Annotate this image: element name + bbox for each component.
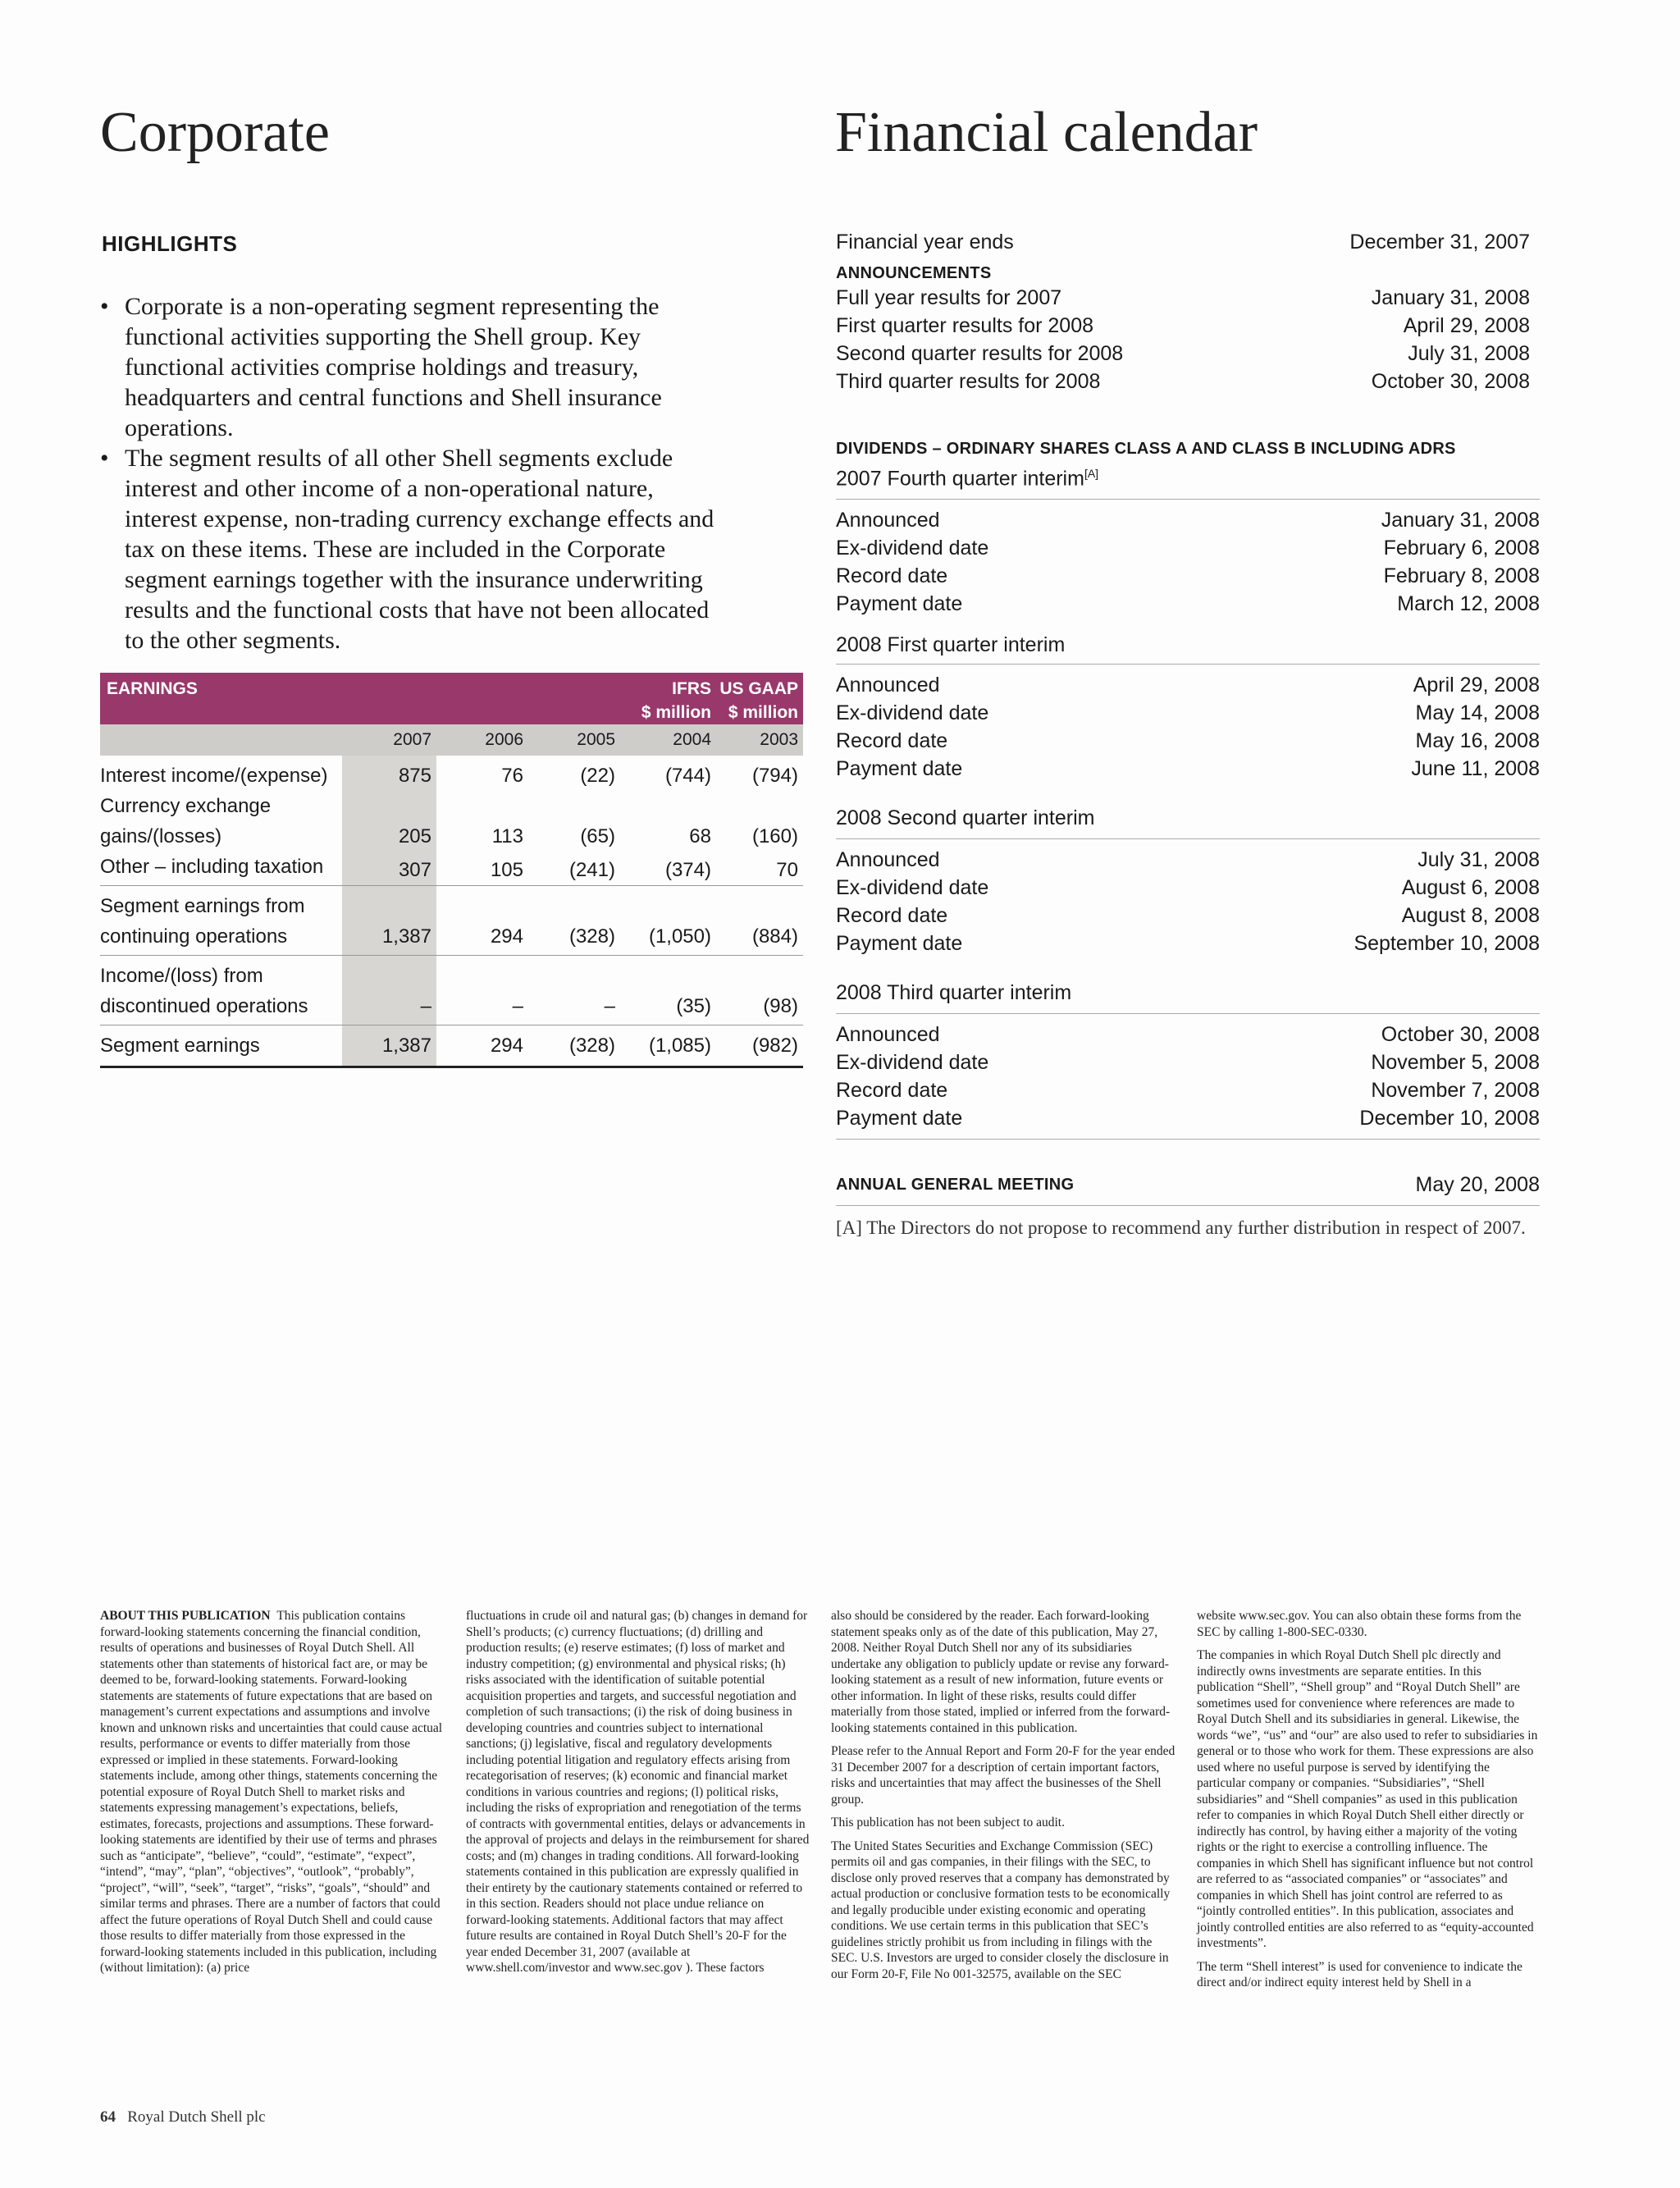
list-item: Record date August 8, 2008: [836, 904, 1540, 928]
list-item: Announced July 31, 2008: [836, 848, 1540, 872]
table-row: Segment earnings from continuing operations 1,387 294 (328) (1,050) (884): [100, 886, 803, 956]
year-header: 2007: [342, 724, 436, 756]
table-row: Other – including taxation 307 105 (241) (374) 70: [100, 852, 803, 886]
publisher-name: Royal Dutch Shell plc: [127, 2108, 266, 2126]
dividend-group-title: 2008 Second quarter interim: [836, 806, 1095, 830]
page-number: 64: [100, 2108, 116, 2126]
list-item: Ex-dividend date May 14, 2008: [836, 701, 1540, 725]
dividends-heading: DIVIDENDS – ORDINARY SHARES CLASS A AND CLASS B INCLUDING ADRS: [836, 440, 1456, 458]
page-title-corporate: Corporate: [100, 101, 330, 164]
dividend-group-title: 2007 Fourth quarter interim[A]: [836, 467, 1099, 491]
list-item: Announced October 30, 2008: [836, 1023, 1540, 1047]
about-heading: ABOUT THIS PUBLICATION: [100, 1609, 271, 1623]
list-item: Announced April 29, 2008: [836, 674, 1540, 697]
highlight-bullet: • The segment results of all other Shell segments exclude interest and other income of a non-operational nature, interest expense, non-trading currency exchange effects and tax on these items. These are included in the Corporate segment earnings together with the insurance underwriting results and the functional costs that have not been allocated to the other segments.: [100, 443, 724, 655]
list-item: Record date November 7, 2008: [836, 1079, 1540, 1103]
list-item: Payment date June 11, 2008: [836, 757, 1540, 781]
list-item: Payment date September 10, 2008: [836, 932, 1540, 956]
earnings-table-container: [100, 673, 803, 1068]
highlights-heading: HIGHLIGHTS: [102, 231, 238, 256]
year-header: 2003: [716, 724, 803, 756]
list-item: Full year results for 2007 January 31, 2008: [836, 286, 1530, 309]
page-title-financial-calendar: Financial calendar: [835, 101, 1258, 164]
about-column-3: also should be considered by the reader. Each forward-looking statement speaks only as of the date of this publication, May 27, 2008. Neither Royal Dutch Shell nor any of its subsidiaries undertake any obligation to publicly update or revise any forward-looking statement as a result of new information, future events or other information. In light of these risks, results could differ materially from those stated, implied or inferred from the forward-looking statements contained in this publication. Please refer to the Annual Report and Form 20-F for the year ended 31 December 2007 for a description of certain important factors, risks and uncertainties that may affect the businesses of the Shell group. This publication has not been subject to audit. The United States Securities and Exchange Commission (SEC) permits oil and gas companies, in their filings with the SEC, to disclose only proved reserves that a company has demonstrated by actual production or conclusive formation tests to be economically and legally producible under existing economic and operating conditions. We use certain terms in this publication that SEC’s guidelines strictly prohibit us from including in filings with the SEC. U.S. Investors are urged to consider closely the disclosure in our Form 20-F, File No 001-32575, available on the SEC: [831, 1609, 1176, 1981]
list-item: Third quarter results for 2008 October 30, 2008: [836, 370, 1530, 393]
list-item: Announced January 31, 2008: [836, 509, 1540, 532]
ifrs-header: IFRS $ million: [620, 673, 716, 724]
table-row: Interest income/(expense) 875 76 (22) (744) (794): [100, 756, 803, 791]
dividend-group-title: 2008 First quarter interim: [836, 633, 1066, 657]
financial-calendar: [836, 228, 1540, 1239]
about-column-1: ABOUT THIS PUBLICATION This publication contains forward-looking statements concerning the financial condition, results of operations and businesses of Royal Dutch Shell. All statements other than statements of historical fact are, or may be deemed to be, forward-looking statements. Forward-looking statements are statements of future expectations that are based on management’s current expectations and assumptions and involve known and unknown risks and uncertainties that could cause actual results, performance or events to differ materially from those expressed or implied in these statements. Forward-looking statements include, among other things, statements concerning the potential exposure of Royal Dutch Shell to market risks and statements expressing management’s expectations, beliefs, estimates, forecasts, projections and assumptions. These forward-looking statements are identified by their use of terms and phrases such as “anticipate”, “believe”, “could”, “estimate”, “expect”, “intend”, “may”, “plan”, “objectives”, “outlook”, “probably”, “project”, “will”, “seek”, “target”, “risks”, “goals”, “should” and similar terms and phrases. There are a number of factors that could affect the future operations of Royal Dutch Shell and could cause those results to differ materially from those expressed in the forward-looking statements included in this publication, including (without limitation): (a) price: [100, 1609, 443, 1975]
earnings-title: EARNINGS: [100, 673, 342, 724]
dividend-group: [836, 979, 1540, 1140]
dividend-group: [836, 631, 1540, 783]
highlight-bullet: • Corporate is a non-operating segment representing the functional activities supporting the Shell group. Key functional activities comprise holdings and treasury, headquarters and central functions and Shell insurance operations.: [100, 291, 724, 443]
dividend-group: [836, 804, 1540, 957]
dividend-group: [836, 459, 1540, 618]
earnings-header-row: [100, 673, 803, 724]
year-header: 2004: [620, 724, 716, 756]
highlights-list: [100, 291, 724, 655]
list-item: Ex-dividend date February 6, 2008: [836, 537, 1540, 560]
footnote: [A] The Directors do not propose to recommend any further distribution in respect of 2007.: [836, 1217, 1526, 1239]
table-row-total: Segment earnings 1,387 294 (328) (1,085) (982): [100, 1025, 803, 1067]
year-header: 2006: [436, 724, 528, 756]
list-item: Payment date March 12, 2008: [836, 592, 1540, 616]
year-header: 2005: [528, 724, 620, 756]
about-column-4: website www.sec.gov. You can also obtain these forms from the SEC by calling 1-800-SEC-0330. The companies in which Royal Dutch Shell plc directly and indirectly owns investments are separate entities. In this publication “Shell”, “Shell group” and “Royal Dutch Shell” are sometimes used for convenience where references are made to Royal Dutch Shell and its subsidiaries in general. Likewise, the words “we”, “us” and “our” are also used to refer to subsidiaries in general or to those who work for them. These expressions are also used where no useful purpose is served by identifying the particular company or companies. “Subsidiaries”, “Shell subsidiaries” and “Shell companies” as used in this publication refer to companies in which Royal Dutch Shell either directly or indirectly has control, by having either a majority of the voting rights or the right to exercise a controlling influence. The companies in which Shell has significant influence but not control are referred to as “associated companies” or “associates” and companies in which Shell has joint control are referred to as “jointly controlled entities”. In this publication, associates and jointly controlled entities are also referred to as “equity-accounted investments”. The term “Shell interest” is used for convenience to indicate the direct and/or indirect equity interest held by Shell in a: [1197, 1609, 1538, 1989]
list-item: Payment date December 10, 2008: [836, 1107, 1540, 1131]
footnote-marker: [A]: [1084, 467, 1099, 480]
list-item: Ex-dividend date August 6, 2008: [836, 876, 1540, 900]
list-item: First quarter results for 2008 April 29, 2008: [836, 314, 1530, 337]
about-column-2: fluctuations in crude oil and natural gas; (b) changes in demand for Shell’s products; (c) currency fluctuations; (d) drilling and production results; (e) reserve estimates; (f) loss of market and industry competition; (g) environmental and physical risks; (h) risks associated with the identification of suitable potential acquisition properties and targets, and successful negotiation and completion of such transactions; (i) the risk of doing business in developing countries and countries subject to international sanctions; (j) legislative, fiscal and regulatory developments including potential litigation and regulatory effects arising from recategorisation of reserves; (k) economic and financial market conditions in various countries and regions; (l) political risks, including the risks of expropriation and renegotiation of the terms of contracts with governmental entities, delays or advancements in the approval of projects and delays in the reimbursement for shared costs; and (m) changes in trading conditions. All forward-looking statements contained in this publication are expressly qualified in their entirety by the cautionary statements contained or referred to in this section. Readers should not place undue reliance on forward-looking statements. Additional factors that may affect future results are contained in Royal Dutch Shell’s 20-F for the year ended December 31, 2007 (available at www.shell.com/investor and www.sec.gov ). These factors: [466, 1609, 810, 1975]
list-item: Record date May 16, 2008: [836, 729, 1540, 753]
page-footer: [100, 2108, 266, 2126]
list-item: Ex-dividend date November 5, 2008: [836, 1051, 1540, 1075]
agm-row: ANNUAL GENERAL MEETING May 20, 2008: [836, 1171, 1540, 1206]
list-item: Second quarter results for 2008 July 31, 2008: [836, 342, 1530, 365]
list-item: Record date February 8, 2008: [836, 564, 1540, 588]
earnings-years-row: [100, 724, 803, 756]
announcements-list: [836, 284, 1530, 395]
dividend-group-title: 2008 Third quarter interim: [836, 981, 1072, 1005]
financial-year-row: Financial year ends December 31, 2007: [836, 231, 1530, 254]
table-row: Currency exchange gains/(losses) 205 113 (65) 68 (160): [100, 791, 803, 852]
announcements-heading: ANNOUNCEMENTS: [836, 264, 992, 282]
usgaap-header: US GAAP $ million: [716, 673, 803, 724]
earnings-table: [100, 673, 803, 1068]
table-row: Income/(loss) from discontinued operations – – – (35) (98): [100, 956, 803, 1025]
